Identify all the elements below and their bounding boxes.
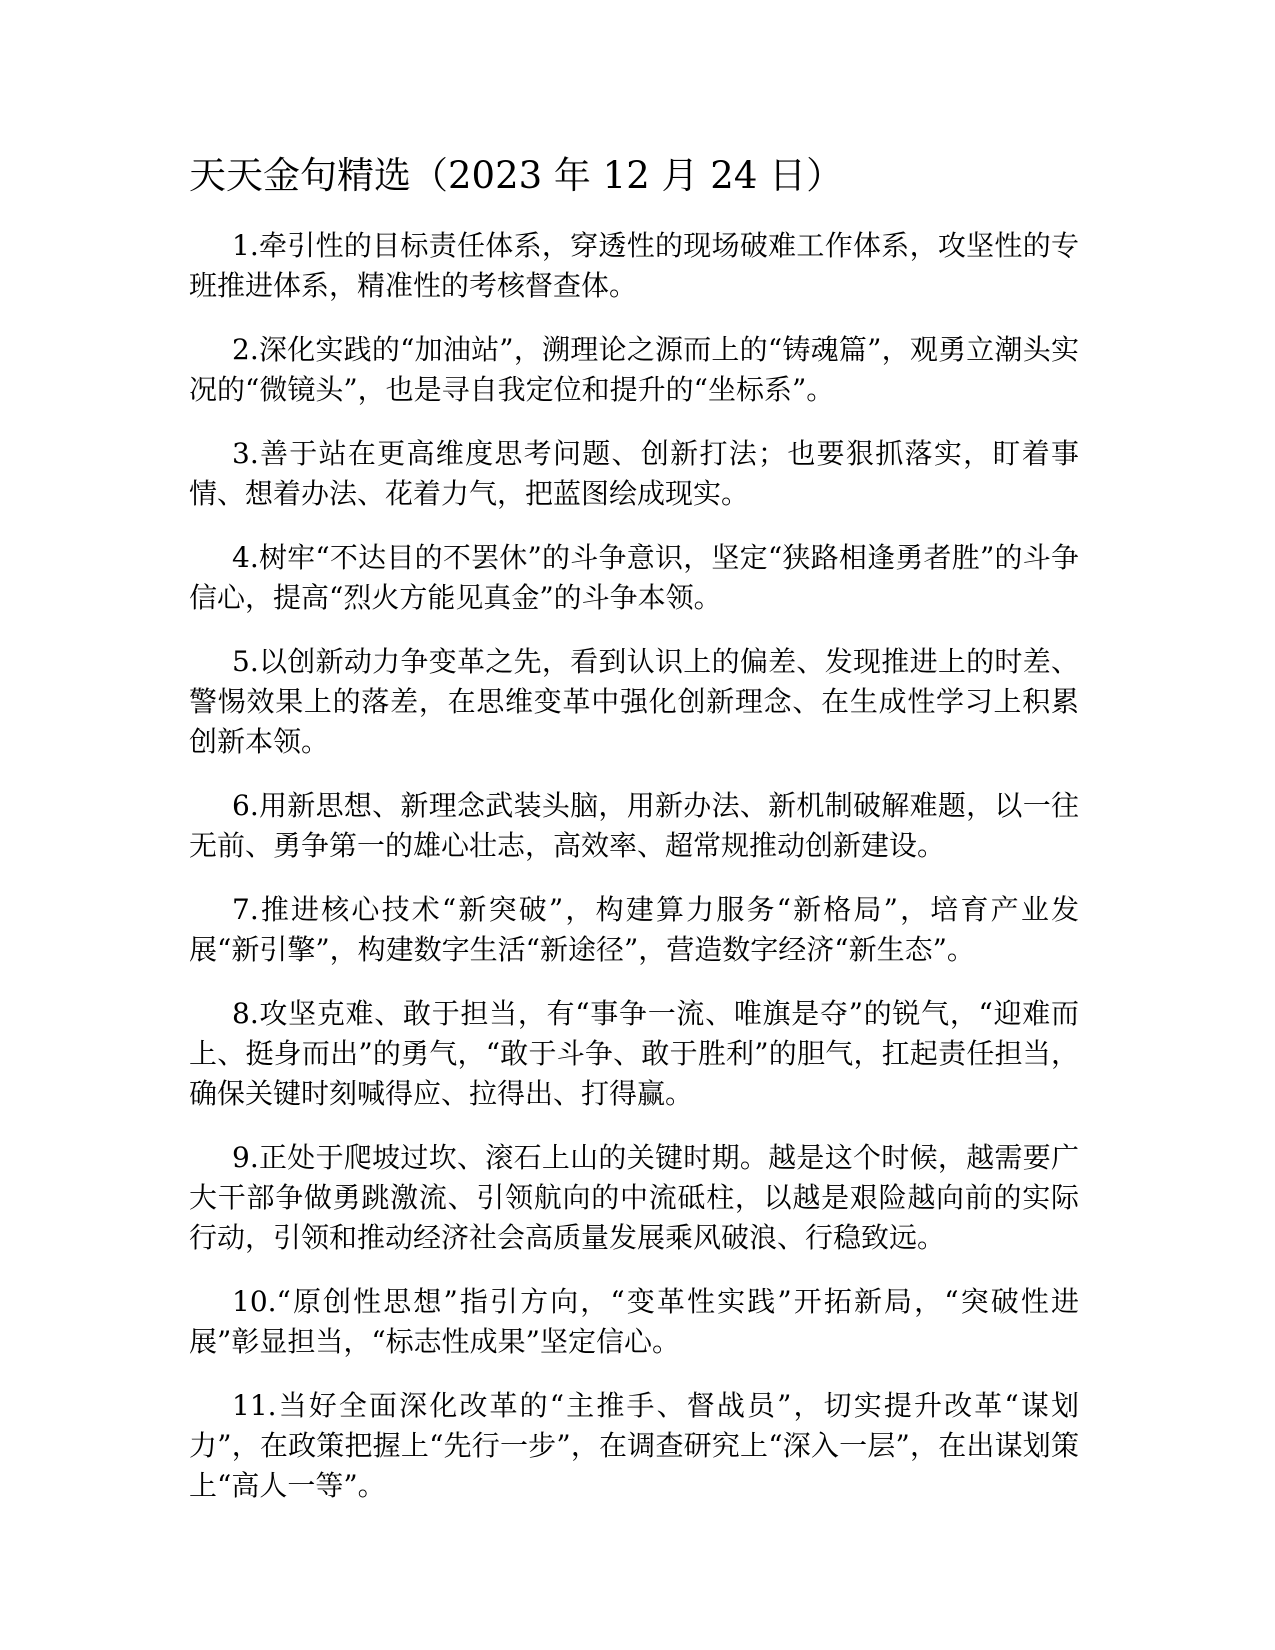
quote-paragraph-8: 8.攻坚克难、敢于担当，有“事争一流、唯旗是夺”的锐气，“迎难而上、挺身而出”的勇气，“敢于斗争、敢于胜利”的胆气，扛起责任担当，确保关键时刻喊得应、拉得出、打得赢。: [189, 997, 1079, 1110]
quote-paragraph-3: 3.善于站在更高维度思考问题、创新打法；也要狠抓落实，盯着事情、想着办法、花着力气，把蓝图绘成现实。: [189, 437, 1079, 510]
quote-paragraph-7: 7.推进核心技术“新突破”，构建算力服务“新格局”，培育产业发展“新引擎”，构建数字生活“新途径”，营造数字经济“新生态”。: [189, 893, 1079, 966]
quote-paragraph-4: 4.树牢“不达目的不罢休”的斗争意识，坚定“狭路相逢勇者胜”的斗争信心，提高“烈火方能见真金”的斗争本领。: [189, 541, 1079, 614]
quote-paragraph-6: 6.用新思想、新理念武装头脑，用新办法、新机制破解难题，以一往无前、勇争第一的雄心壮志，高效率、超常规推动创新建设。: [189, 789, 1079, 862]
quote-paragraph-2: 2.深化实践的“加油站”，溯理论之源而上的“铸魂篇”，观勇立潮头实况的“微镜头”，也是寻自我定位和提升的“坐标系”。: [189, 333, 1079, 406]
quote-paragraph-1: 1.牵引性的目标责任体系，穿透性的现场破难工作体系，攻坚性的专班推进体系，精准性的考核督查体。: [189, 229, 1079, 302]
quote-paragraph-11: 11.当好全面深化改革的“主推手、督战员”，切实提升改革“谋划力”，在政策把握上“先行一步”，在调查研究上“深入一层”，在出谋划策上“高人一等”。: [189, 1389, 1079, 1502]
document-body: [189, 226, 1079, 1530]
quote-paragraph-5: 5.以创新动力争变革之先，看到认识上的偏差、发现推进上的时差、警惕效果上的落差，在思维变革中强化创新理念、在生成性学习上积累创新本领。: [189, 645, 1079, 758]
quote-paragraph-9: 9.正处于爬坡过坎、滚石上山的关键时期。越是这个时候，越需要广大干部争做勇跳激流、引领航向的中流砥柱，以越是艰险越向前的实际行动，引领和推动经济社会高质量发展乘风破浪、行稳致远。: [189, 1141, 1079, 1254]
document-title: 天天金句精选（2023 年 12 月 24 日）: [189, 154, 844, 197]
quote-paragraph-10: 10.“原创性思想”指引方向，“变革性实践”开拓新局，“突破性进展”彰显担当，“标志性成果”坚定信心。: [189, 1285, 1079, 1358]
